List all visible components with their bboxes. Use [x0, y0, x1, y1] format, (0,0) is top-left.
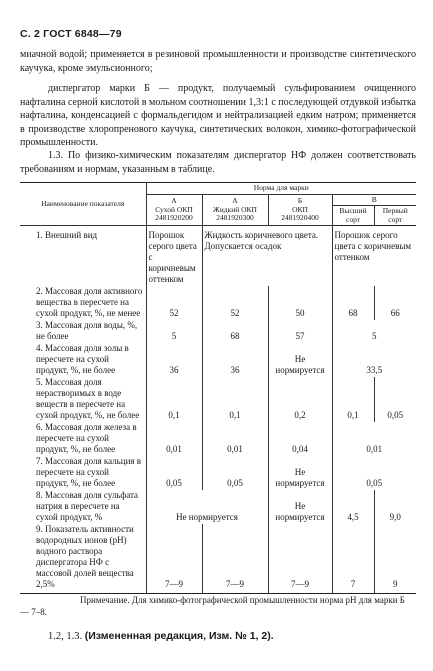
- group-header-norm: Норма для марки: [146, 183, 416, 195]
- column-header-indicator: Наименование показателя: [20, 183, 146, 226]
- paragraph-1-3: 1.3. По физико-химическим показателям диспергатор НФ должен соответствовать требованиям и нормам, указанным в таблице.: [20, 150, 416, 175]
- table-row: 8. Массовая доля сульфата натрия в пересчете на сухой продукт, % Не нормируется Не нормируется 4,5 9,0: [20, 490, 416, 524]
- page-header: С. 2 ГОСТ 6848—79: [20, 28, 122, 40]
- header-mark-a-dry: А Сухой ОКП 2481920200: [146, 194, 202, 226]
- specification-table: [20, 182, 416, 594]
- header-mark-b: Б ОКП 2481920400: [268, 194, 332, 226]
- table-note: Примечание. Для химико-фотографической промышленности норма рН для марки Б — 7–8.: [20, 595, 405, 617]
- amendment-line: 1.2, 1.3. (Измененная редакция, Изм. № 1, 2).: [48, 630, 274, 642]
- table-row: 6. Массовая доля железа в пересчете на сухой продукт, %, не более 0,01 0,01 0,04 0,01: [20, 422, 416, 456]
- table-row: 7. Массовая доля кальция в пересчете на сухой продукт, %, не более 0,05 0,05 Не нормируется 0,05: [20, 456, 416, 490]
- paragraph-mark-b: диспергатор марки Б — продукт, получаемый сульфированием очищенного нафталина серной кислотой в мольном соотношении 1,3:1 с последующей отдувкой избытка нафталина, конденсацией с формальдегидом и нейтрализацией едким натром; применяется в производстве хлоропренового каучука, синтетических волокон, химико-фотографической промышленности.: [20, 83, 416, 149]
- table-row: 4. Массовая доля золы в пересчете на сухой продукт, %, не более 36 36 Не нормируется 33,5: [20, 343, 416, 377]
- header-v-first-grade: Первый сорт: [374, 206, 416, 226]
- header-mark-a-liquid: А Жидкий ОКП 2481920300: [202, 194, 268, 226]
- table-row: 1. Внешний вид Порошок серого цвета с коричневым оттенком Жидкость коричневого цвета. Допускается осадок Порошок серого цвета с коричневым оттенком: [20, 226, 416, 287]
- table-row: 9. Показатель активности водородных ионов (рН) водного раствора диспергатора НФ с массовой долей вещества 2,5% 7—9 7—9 7—9 7 9: [20, 524, 416, 594]
- table-row: 5. Массовая доля нерастворимых в воде веществ в пересчете на сухой продукт, %, не более 0,1 0,1 0,2 0,1 0,05: [20, 377, 416, 422]
- table-row: 3. Массовая доля воды, %, не более 5 68 57 5: [20, 320, 416, 343]
- header-mark-v: В: [332, 194, 416, 206]
- header-v-top-grade: Высший сорт: [332, 206, 374, 226]
- table-row: 2. Массовая доля активного вещества в пересчете на сухой продукт, %, не менее 52 52 50 68 66: [20, 286, 416, 320]
- paragraph-continuation: миачной водой; применяется в резиновой промышленности и производстве синтетического каучука, кроме эмульсионного;: [20, 49, 416, 74]
